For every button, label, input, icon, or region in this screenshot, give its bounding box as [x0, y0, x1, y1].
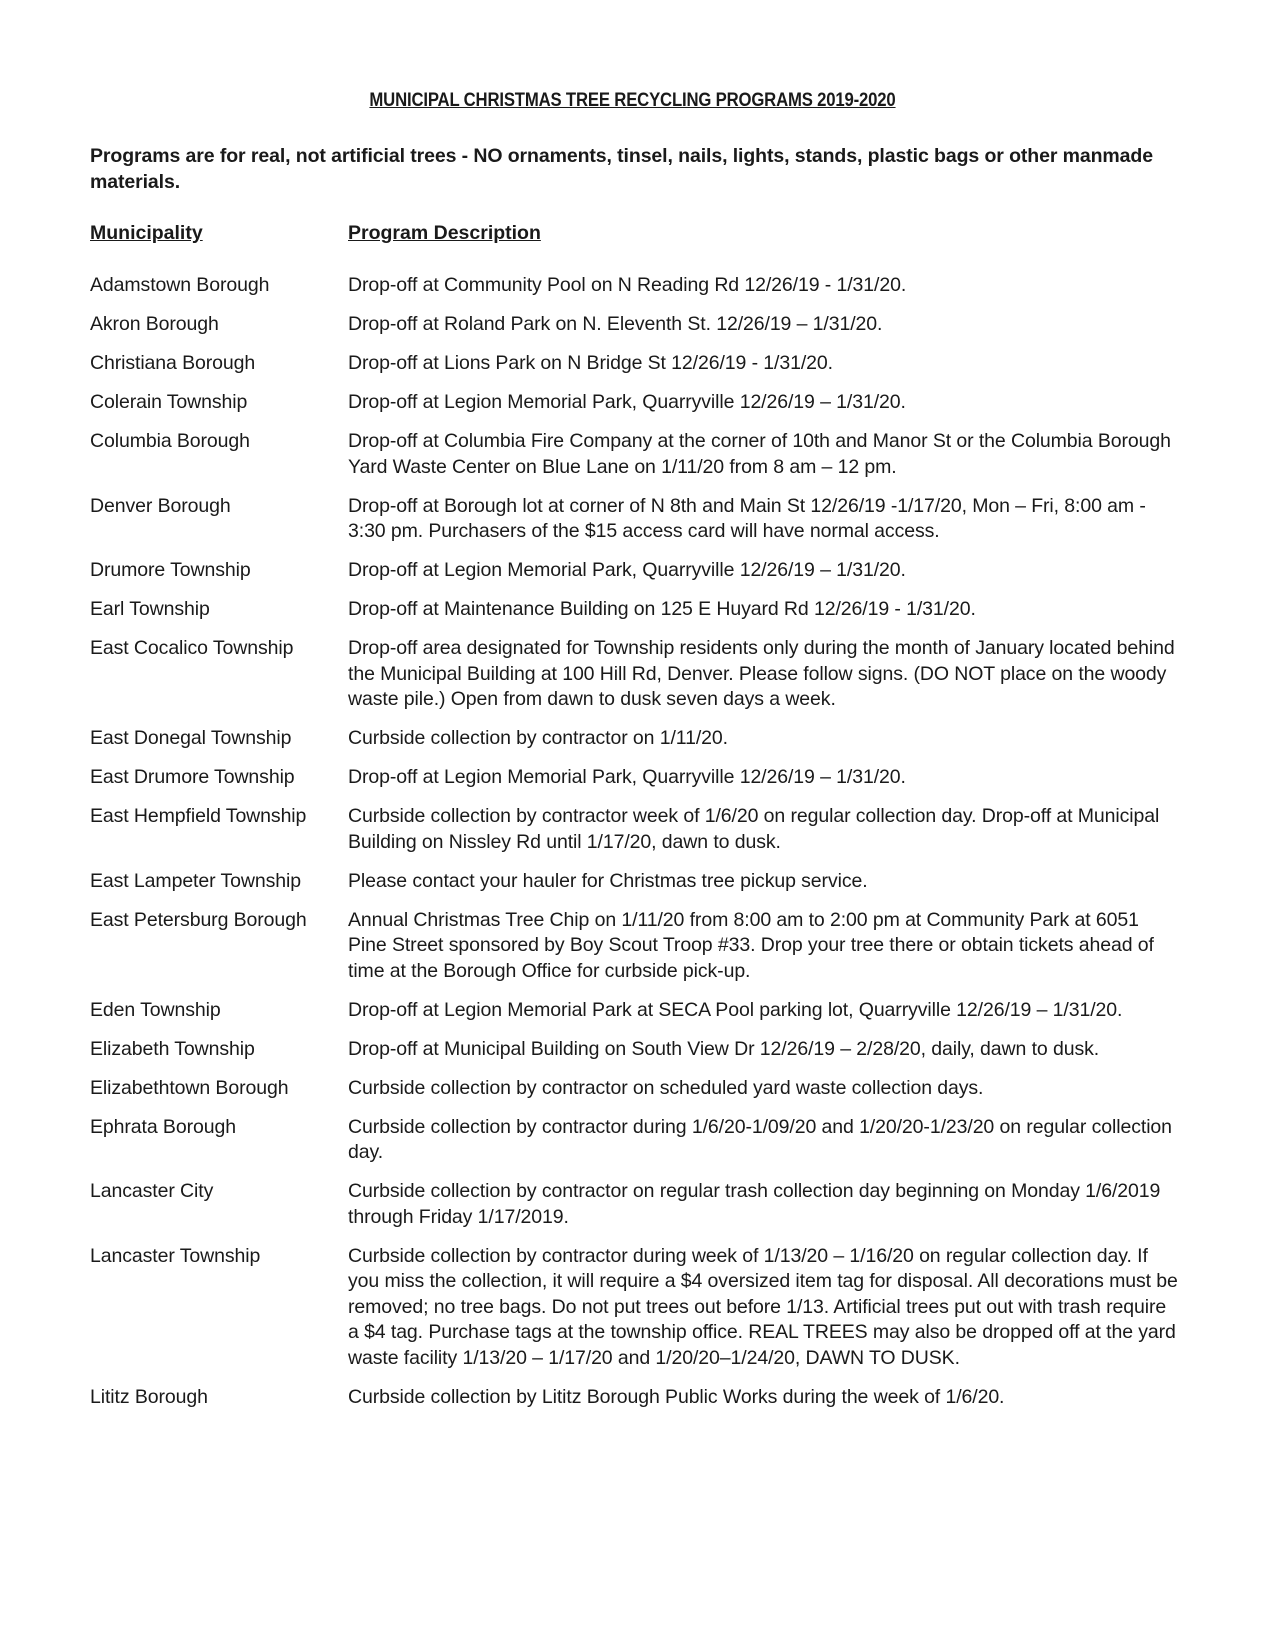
program-row: [90, 1244, 1180, 1372]
program-description: Drop-off area designated for Township residents only during the month of January located behind the Municipal Building at 100 Hill Rd, Denver. Please follow signs. (DO NOT place on the woody waste pile.) Open from dawn to dusk seven days a week.: [348, 637, 1175, 710]
municipality-name: East Hempfield Township: [90, 805, 307, 827]
program-row: [90, 765, 1180, 791]
municipality-name: East Petersburg Borough: [90, 908, 307, 931]
program-description: Drop-off at Borough lot at corner of N 8th and Main St 12/26/19 -1/17/20, Mon – Fri, 8:00 am - 3:30 pm. Purchasers of the $15 access card will have normal access.: [348, 494, 1146, 542]
page-title: MUNICIPAL CHRISTMAS TREE RECYCLING PROGRAMS 2019-2020: [369, 90, 896, 111]
program-description: Drop-off at Maintenance Building on 125 E Huyard Rd 12/26/19 - 1/31/20.: [348, 598, 976, 620]
program-description: Drop-off at Roland Park on N. Eleventh St. 12/26/19 – 1/31/20.: [348, 313, 883, 335]
program-row: [90, 726, 1180, 752]
municipality-name: Lancaster Township: [90, 1244, 261, 1267]
program-row: [90, 1037, 1180, 1063]
municipality-name: East Lampeter Township: [90, 869, 301, 892]
program-description: Curbside collection by contractor on 1/11/20.: [348, 727, 728, 749]
program-row: [90, 1076, 1180, 1102]
program-description: Please contact your hauler for Christmas tree pickup service.: [348, 869, 868, 892]
municipality-name: Drumore Township: [90, 559, 251, 581]
program-description: Annual Christmas Tree Chip on 1/11/20 from 8:00 am to 2:00 pm at Community Park at 6051 Pine Street sponsored by Boy Scout Troop #33. Drop your tree there or obtain tickets ahead of time at the Borough Office for curbside pick-up.: [348, 908, 1154, 982]
program-row: [90, 804, 1180, 855]
program-row: [90, 597, 1180, 623]
program-row: [90, 351, 1180, 377]
description-column-header: Program Description: [348, 222, 541, 244]
program-description: Drop-off at Columbia Fire Company at the corner of 10th and Manor St or the Columbia Borough Yard Waste Center on Blue Lane on 1/11/20 from 8 am – 12 pm.: [348, 430, 1171, 478]
municipality-name: Adamstown Borough: [90, 274, 270, 296]
program-description: Drop-off at Community Pool on N Reading Rd 12/26/19 - 1/31/20.: [348, 274, 907, 296]
program-description: Curbside collection by Lititz Borough Public Works during the week of 1/6/20.: [348, 1385, 1005, 1408]
program-row: [90, 312, 1180, 338]
program-description: Drop-off at Legion Memorial Park, Quarryville 12/26/19 – 1/31/20.: [348, 559, 906, 581]
municipality-name: Denver Borough: [90, 494, 231, 517]
program-row: [90, 908, 1180, 985]
program-description: Curbside collection by contractor week of 1/6/20 on regular collection day. Drop-off at Municipal Building on Nissley Rd until 1/17/20, dawn to dusk.: [348, 805, 1160, 853]
program-description: Curbside collection by contractor during 1/6/20-1/09/20 and 1/20/20-1/23/20 on regular collection day.: [348, 1115, 1172, 1163]
municipality-name: East Drumore Township: [90, 766, 295, 788]
program-description: Drop-off at Legion Memorial Park at SECA Pool parking lot, Quarryville 12/26/19 – 1/31/20.: [348, 998, 1123, 1021]
program-row: [90, 429, 1180, 480]
municipality-column-header: Municipality: [90, 222, 203, 244]
program-row: [90, 869, 1180, 895]
municipality-name: Eden Township: [90, 998, 221, 1021]
municipality-name: Lititz Borough: [90, 1385, 208, 1408]
program-row: [90, 636, 1180, 713]
municipality-name: East Donegal Township: [90, 727, 292, 749]
municipality-name: Lancaster City: [90, 1180, 214, 1202]
program-row: [90, 1115, 1180, 1166]
program-row: [90, 1385, 1180, 1411]
program-description: Curbside collection by contractor during week of 1/13/20 – 1/16/20 on regular collection day. If you miss the collection, it will require a $4 oversized item tag for disposal. All decorations must be removed; no tree bags. Do not put trees out before 1/13. Artificial trees put out with trash require a $4 tag. Purchase tags at the township office. REAL TREES may also be dropped off at the yard waste facility 1/13/20 – 1/17/20 and 1/20/20–1/24/20, DAWN TO DUSK.: [348, 1244, 1178, 1369]
program-list: [90, 273, 1180, 1424]
municipality-name: Columbia Borough: [90, 430, 250, 452]
program-row: [90, 558, 1180, 584]
municipality-name: East Cocalico Township: [90, 637, 294, 659]
program-row: [90, 998, 1180, 1024]
program-row: [90, 1179, 1180, 1230]
municipality-name: Colerain Township: [90, 391, 248, 413]
program-row: [90, 390, 1180, 416]
program-description: Drop-off at Municipal Building on South View Dr 12/26/19 – 2/28/20, daily, dawn to dusk.: [348, 1037, 1100, 1060]
program-description: Drop-off at Lions Park on N Bridge St 12/26/19 - 1/31/20.: [348, 352, 833, 374]
program-description: Drop-off at Legion Memorial Park, Quarryville 12/26/19 – 1/31/20.: [348, 391, 906, 413]
intro-note: Programs are for real, not artificial trees - NO ornaments, tinsel, nails, lights, stands, plastic bags or other manmade materials.: [90, 145, 1153, 193]
municipality-name: Earl Township: [90, 598, 210, 620]
program-description: Curbside collection by contractor on regular trash collection day beginning on Monday 1/6/2019 through Friday 1/17/2019.: [348, 1180, 1161, 1228]
municipality-name: Ephrata Borough: [90, 1115, 236, 1138]
municipality-name: Christiana Borough: [90, 352, 256, 374]
municipality-name: Akron Borough: [90, 313, 219, 335]
municipality-name: Elizabeth Township: [90, 1037, 255, 1060]
program-description: Drop-off at Legion Memorial Park, Quarryville 12/26/19 – 1/31/20.: [348, 766, 906, 788]
program-description: Curbside collection by contractor on scheduled yard waste collection days.: [348, 1076, 984, 1099]
municipality-name: Elizabethtown Borough: [90, 1076, 289, 1099]
program-row: [90, 273, 1180, 299]
program-row: [90, 494, 1180, 545]
